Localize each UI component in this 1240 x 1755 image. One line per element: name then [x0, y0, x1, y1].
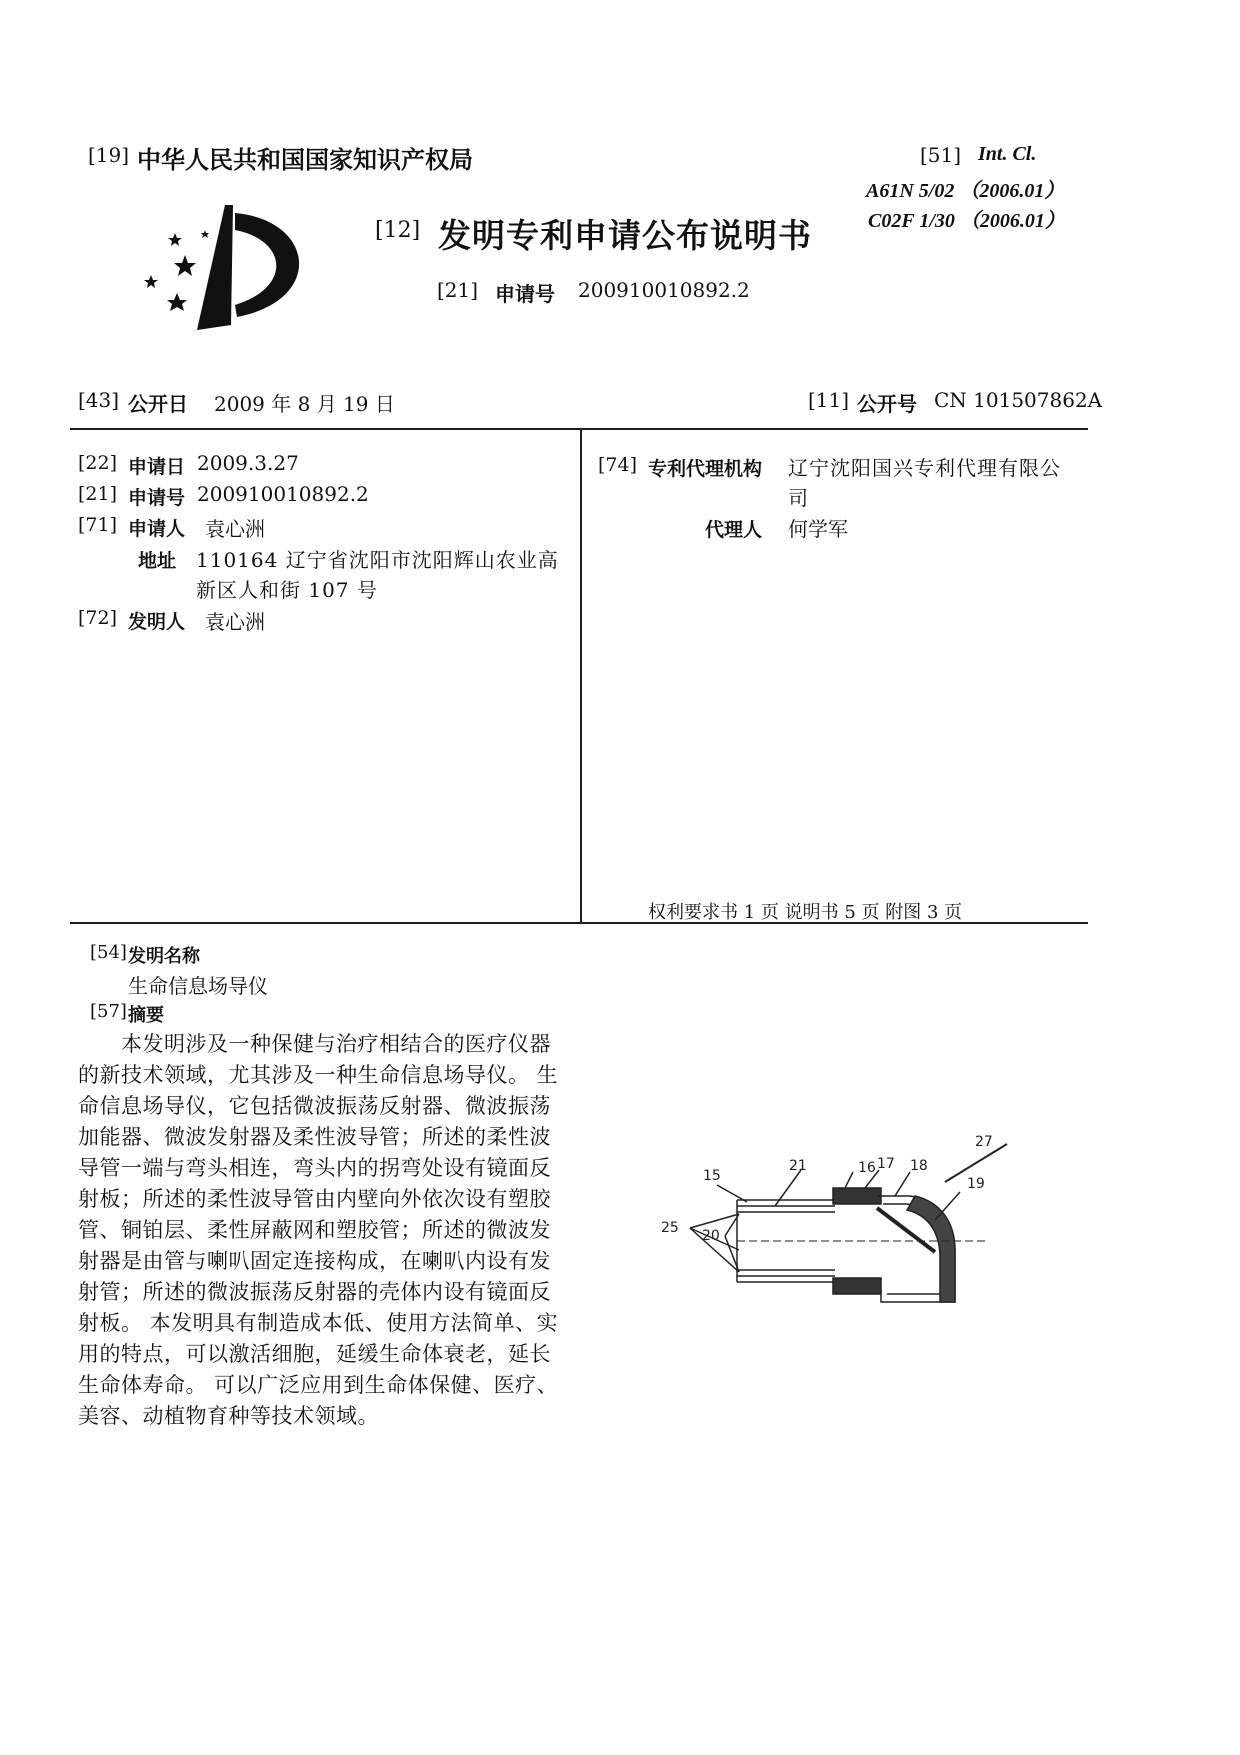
inventor-value: 袁心洲 — [205, 610, 265, 634]
cnipa-logo — [135, 205, 315, 335]
fig-label: 17 — [877, 1156, 895, 1172]
applicant-label: 申请人 — [128, 518, 186, 540]
pub-date-label: 公开日 — [128, 392, 188, 416]
title-code: [54] — [90, 942, 127, 963]
fig-label: 25 — [661, 1220, 679, 1236]
int-cl-1: A61N 5/02 （2006.01） — [866, 180, 1065, 202]
abstract-line: 射管；所述的微波振荡反射器的壳体内设有镜面反 — [78, 1280, 551, 1304]
abstract-line: 命信息场导仪，它包括微波振荡反射器、微波振荡 — [78, 1094, 551, 1118]
int-cl-2: C02F 1/30 （2006.01） — [868, 210, 1065, 232]
abstract-code: [57] — [90, 1001, 127, 1022]
header-rule — [70, 428, 1088, 430]
pub-date: 2009 年 8 月 19 日 — [214, 392, 395, 416]
app-number-header: 200910010892.2 — [578, 278, 750, 302]
agency-line-1: 辽宁沈阳国兴专利代理有限公 — [788, 456, 1061, 480]
inventor-code: [72] — [78, 607, 118, 629]
int-cl-code: [51] — [920, 143, 962, 167]
title-label: 发明名称 — [128, 946, 200, 967]
agency-line-2: 司 — [788, 486, 808, 510]
column-divider — [580, 430, 582, 924]
abstract-line: 加能器、微波发射器及柔性波导管；所述的柔性波 — [78, 1125, 551, 1149]
filing-date-code: [22] — [78, 452, 118, 474]
address-line-2: 新区人和街 107 号 — [196, 578, 378, 602]
fig-label: 18 — [910, 1158, 928, 1174]
applicant-value: 袁心洲 — [205, 517, 265, 541]
doc-type-title: 发明专利申请公布说明书 — [438, 216, 812, 255]
office-name: 中华人民共和国国家知识产权局 — [137, 146, 473, 174]
fig-label: 19 — [967, 1176, 985, 1192]
abstract-line: 生命体寿命。 可以广泛应用到生命体保健、医疗、 — [78, 1373, 559, 1397]
abstract-figure — [655, 1130, 1015, 1320]
abstract-line: 美容、动植物育种等技术领域。 — [78, 1404, 379, 1428]
pub-date-code: [43] — [78, 388, 120, 412]
abstract-line: 射板。 本发明具有制造成本低、使用方法简单、实 — [78, 1311, 559, 1335]
abstract-line: 用的特点，可以激活细胞，延缓生命体衰老，延长 — [78, 1342, 551, 1366]
app-code-header: [21] — [437, 278, 479, 302]
abstract-label: 摘要 — [128, 1005, 164, 1026]
abstract-line: 射器是由管与喇叭固定连接构成，在喇叭内设有发 — [78, 1249, 551, 1273]
address-line-1: 110164 辽宁省沈阳市沈阳辉山农业高 — [196, 548, 559, 572]
int-cl-label: Int. Cl. — [978, 143, 1037, 165]
agent-label: 代理人 — [705, 519, 763, 541]
fig-label: 27 — [975, 1134, 993, 1150]
invention-title: 生命信息场导仪 — [128, 974, 268, 998]
agency-code: [74] — [598, 454, 638, 476]
fig-label: 20 — [702, 1228, 720, 1244]
abstract-line: 的新技术领域，尤其涉及一种生命信息场导仪。 生 — [78, 1063, 559, 1087]
abstract-line: 本发明涉及一种保健与治疗相结合的医疗仪器 — [78, 1032, 551, 1056]
filing-date-value: 2009.3.27 — [197, 451, 299, 475]
applicant-code: [71] — [78, 514, 118, 536]
fig-label: 15 — [703, 1168, 721, 1184]
inventor-label: 发明人 — [128, 611, 186, 633]
abstract-line: 射板；所述的柔性波导管由内壁向外依次设有塑胶 — [78, 1187, 551, 1211]
fig-label: 16 — [858, 1160, 876, 1176]
page-counts: 权利要求书 1 页 说明书 5 页 附图 3 页 — [648, 902, 963, 923]
agent-value: 何学军 — [788, 517, 848, 541]
fig-label: 21 — [789, 1158, 807, 1174]
address-label: 地址 — [138, 550, 177, 572]
abstract-line: 导管一端与弯头相连，弯头内的拐弯处设有镜面反 — [78, 1156, 551, 1180]
app-number-value: 200910010892.2 — [197, 482, 369, 506]
doc-type-code: [12] — [375, 218, 421, 243]
filing-date-label: 申请日 — [128, 456, 186, 478]
app-label-header: 申请号 — [495, 282, 555, 306]
office-code: [19] — [88, 143, 130, 167]
pub-no-code: [11] — [808, 388, 850, 412]
app-number-label: 申请号 — [128, 487, 186, 509]
app-number-code: [21] — [78, 483, 118, 505]
pub-no-label: 公开号 — [857, 392, 917, 416]
abstract-line: 管、铜铂层、柔性屏蔽网和塑胶管；所述的微波发 — [78, 1218, 551, 1242]
agency-label: 专利代理机构 — [648, 458, 763, 480]
pub-no: CN 101507862A — [934, 388, 1103, 412]
